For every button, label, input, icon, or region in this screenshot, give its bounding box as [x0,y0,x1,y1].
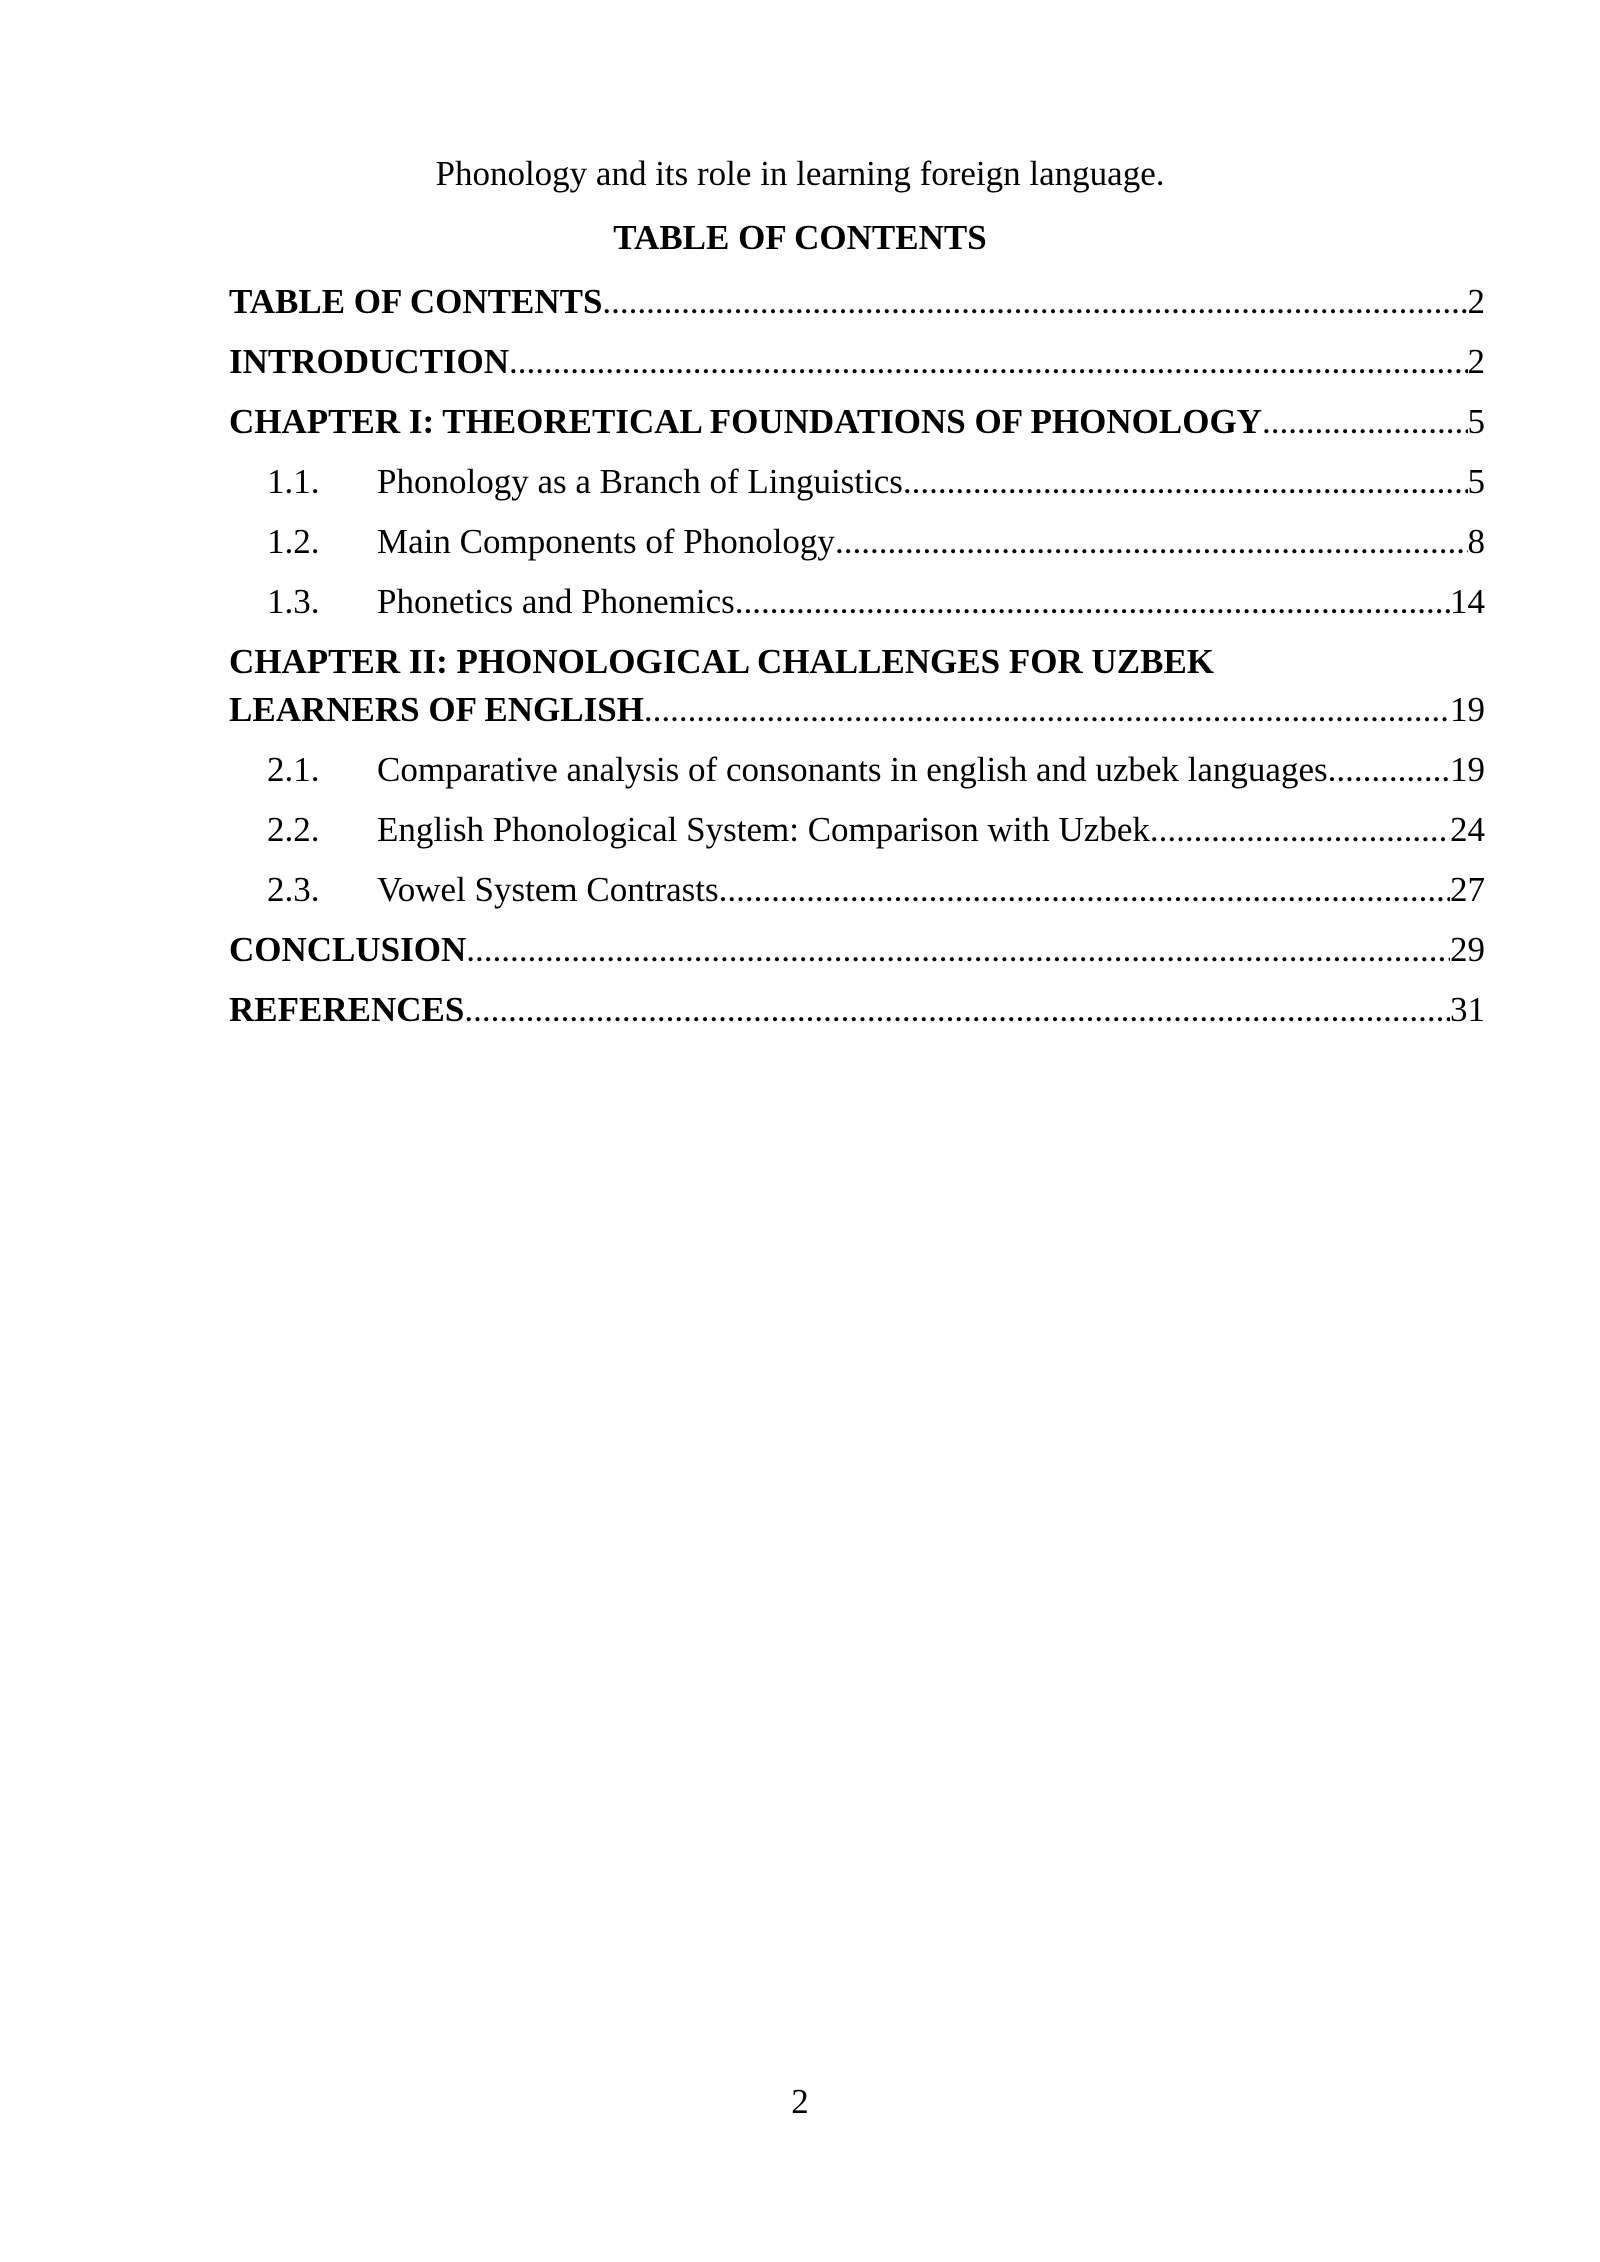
toc-entry-page: 27 [1450,870,1485,909]
toc-leader [644,686,1450,734]
toc-entry-number: 2.1. [267,750,320,789]
toc-entry-references[interactable] [229,986,1485,1046]
toc-entry-page: 2 [1467,282,1485,321]
toc-entry-conclusion[interactable] [229,926,1485,986]
toc-entry-page: 24 [1450,810,1485,849]
toc-leader [903,458,1468,506]
toc-entry-title-line1: CHAPTER II: PHONOLOGICAL CHALLENGES FOR UZBEK [229,642,1215,681]
toc-leader [464,986,1450,1034]
toc-entry-page: 5 [1467,402,1485,441]
toc-entry-title-line2: LEARNERS OF ENGLISH [229,690,644,729]
toc-entry-title: Main Components of Phonology [377,522,835,561]
toc-entry-page: 8 [1467,522,1485,561]
toc-leader [509,338,1467,386]
toc-entry-title: English Phonological System: Comparison with Uzbek [377,810,1150,849]
toc-entry-number: 2.2. [267,810,320,849]
toc-entry-number: 1.2. [267,522,320,561]
toc-entry-number: 1.3. [267,582,320,621]
toc-entry-page: 19 [1450,750,1485,789]
toc-entry-table-of-contents[interactable] [229,278,1485,338]
page-number: 2 [791,2082,809,2121]
toc-entry-2-2[interactable] [229,806,1485,866]
toc-entry-page: 2 [1467,342,1485,381]
toc-entry-title: REFERENCES [229,990,465,1029]
toc-entry-2-3[interactable] [229,866,1485,926]
toc-leader [602,278,1467,326]
toc-entry-title: Vowel System Contrasts [377,870,719,909]
toc-entry-title: TABLE OF CONTENTS [229,282,603,321]
toc-leader [835,518,1468,566]
toc-heading: TABLE OF CONTENTS [613,218,987,257]
toc-leader [1150,806,1450,854]
toc-leader [1262,398,1468,446]
toc-entry-number: 2.3. [267,870,320,909]
toc-entry-line2 [229,686,1485,734]
toc-entry-number: 1.1. [267,462,320,501]
toc-entry-title: CONCLUSION [229,930,467,969]
toc-leader [466,926,1450,974]
table-of-contents [229,278,1485,1046]
toc-entry-page: 31 [1450,990,1485,1029]
toc-entry-page: 14 [1450,582,1485,621]
toc-entry-1-3[interactable] [229,578,1485,638]
toc-entry-chapter-1[interactable] [229,398,1485,458]
toc-entry-title: Phonetics and Phonemics [377,582,735,621]
toc-entry-page: 29 [1450,930,1485,969]
toc-entry-title: Phonology as a Branch of Linguistics [377,462,903,501]
toc-entry-1-1[interactable] [229,458,1485,518]
toc-entry-title: Comparative analysis of consonants in english and uzbek languages [377,750,1328,789]
toc-entry-chapter-2[interactable] [229,638,1485,746]
toc-entry-page: 19 [1450,690,1485,729]
toc-entry-introduction[interactable] [229,338,1485,398]
toc-leader [719,866,1450,914]
document-title: Phonology and its role in learning foreign language. [435,154,1165,193]
toc-leader [1328,746,1450,794]
toc-entry-page: 5 [1467,462,1485,501]
toc-entry-title: CHAPTER I: THEORETICAL FOUNDATIONS OF PHONOLOGY [229,402,1262,441]
toc-entry-1-2[interactable] [229,518,1485,578]
toc-leader [735,578,1450,626]
toc-entry-2-1[interactable] [229,746,1485,806]
toc-entry-title: INTRODUCTION [229,342,510,381]
